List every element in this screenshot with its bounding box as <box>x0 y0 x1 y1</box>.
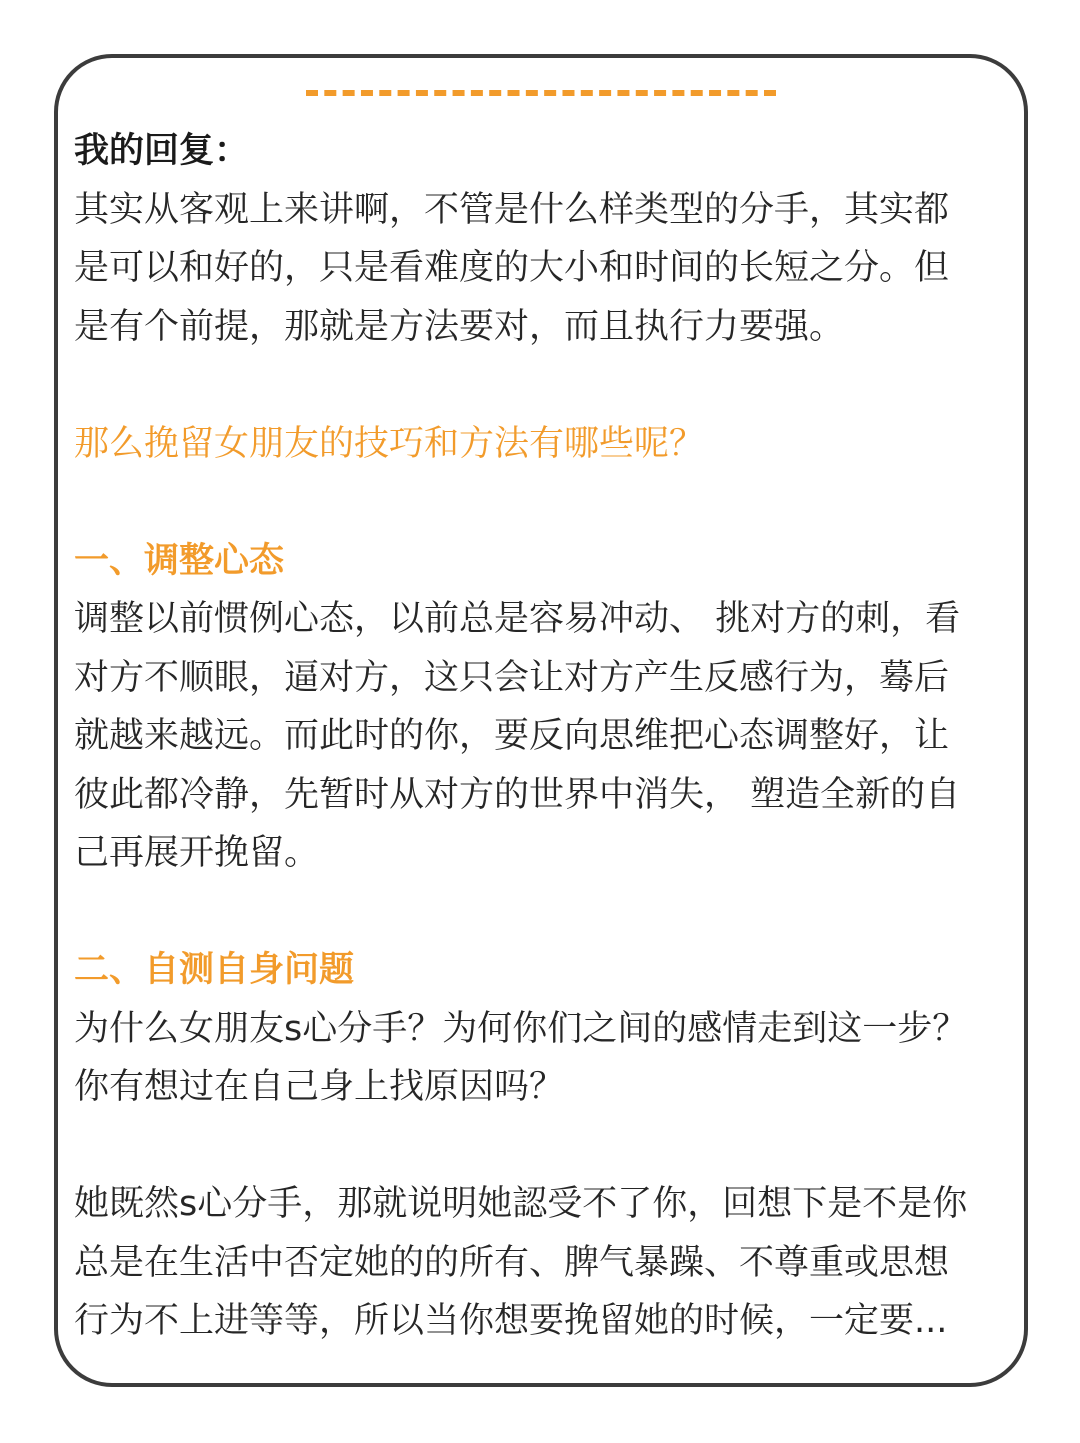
section-body-2: 为什么女朋友s心分手？为何你们之间的感情走到这一步？ 你有想过在自己身上找原因吗？ <box>74 1008 968 1107</box>
intro-paragraph: 其实从客观上来讲啊，不管是什么样类型的分手，其实都 是可以和好的，只是看难度的大小和时间的长短之分。但 是有个前提，那就是方法要对，而且执行力要强。 <box>74 189 950 347</box>
section-body-2b: 她既然s心分手，那就说明她認受不了你，回想下是不是你 总是在生活中否定她的的所有、脾气暴躁、不尊重或思想 行为不上进等等，所以当你想要挽留她的时候，一定要... <box>74 1184 968 1341</box>
spacer <box>74 356 1014 415</box>
article-content <box>74 122 1014 1351</box>
section-body-1: 调整以前惯例心态，以前总是容易冲动、 挑对方的刺，看 对方不顺眼，逼对方，这只会让对方产生反感行为，蓦后 就越来越远。而此时的你，要反向思维把心态调整好，让 彼此都冷静，先暂时从对方的世界中消失， 塑造全新的自 己再展开挽留。 <box>74 599 961 873</box>
spacer <box>74 1117 1014 1176</box>
section-heading-1: 一、调整心态 <box>74 540 285 581</box>
reply-label: 我的回复： <box>74 131 250 171</box>
dashed-divider <box>306 90 776 96</box>
question-text: 那么挽留女朋友的技巧和方法有哪些呢？ <box>74 423 705 464</box>
spacer <box>74 883 1014 942</box>
section-heading-2: 二、自测自身问题 <box>74 950 355 990</box>
spacer <box>74 473 1014 532</box>
